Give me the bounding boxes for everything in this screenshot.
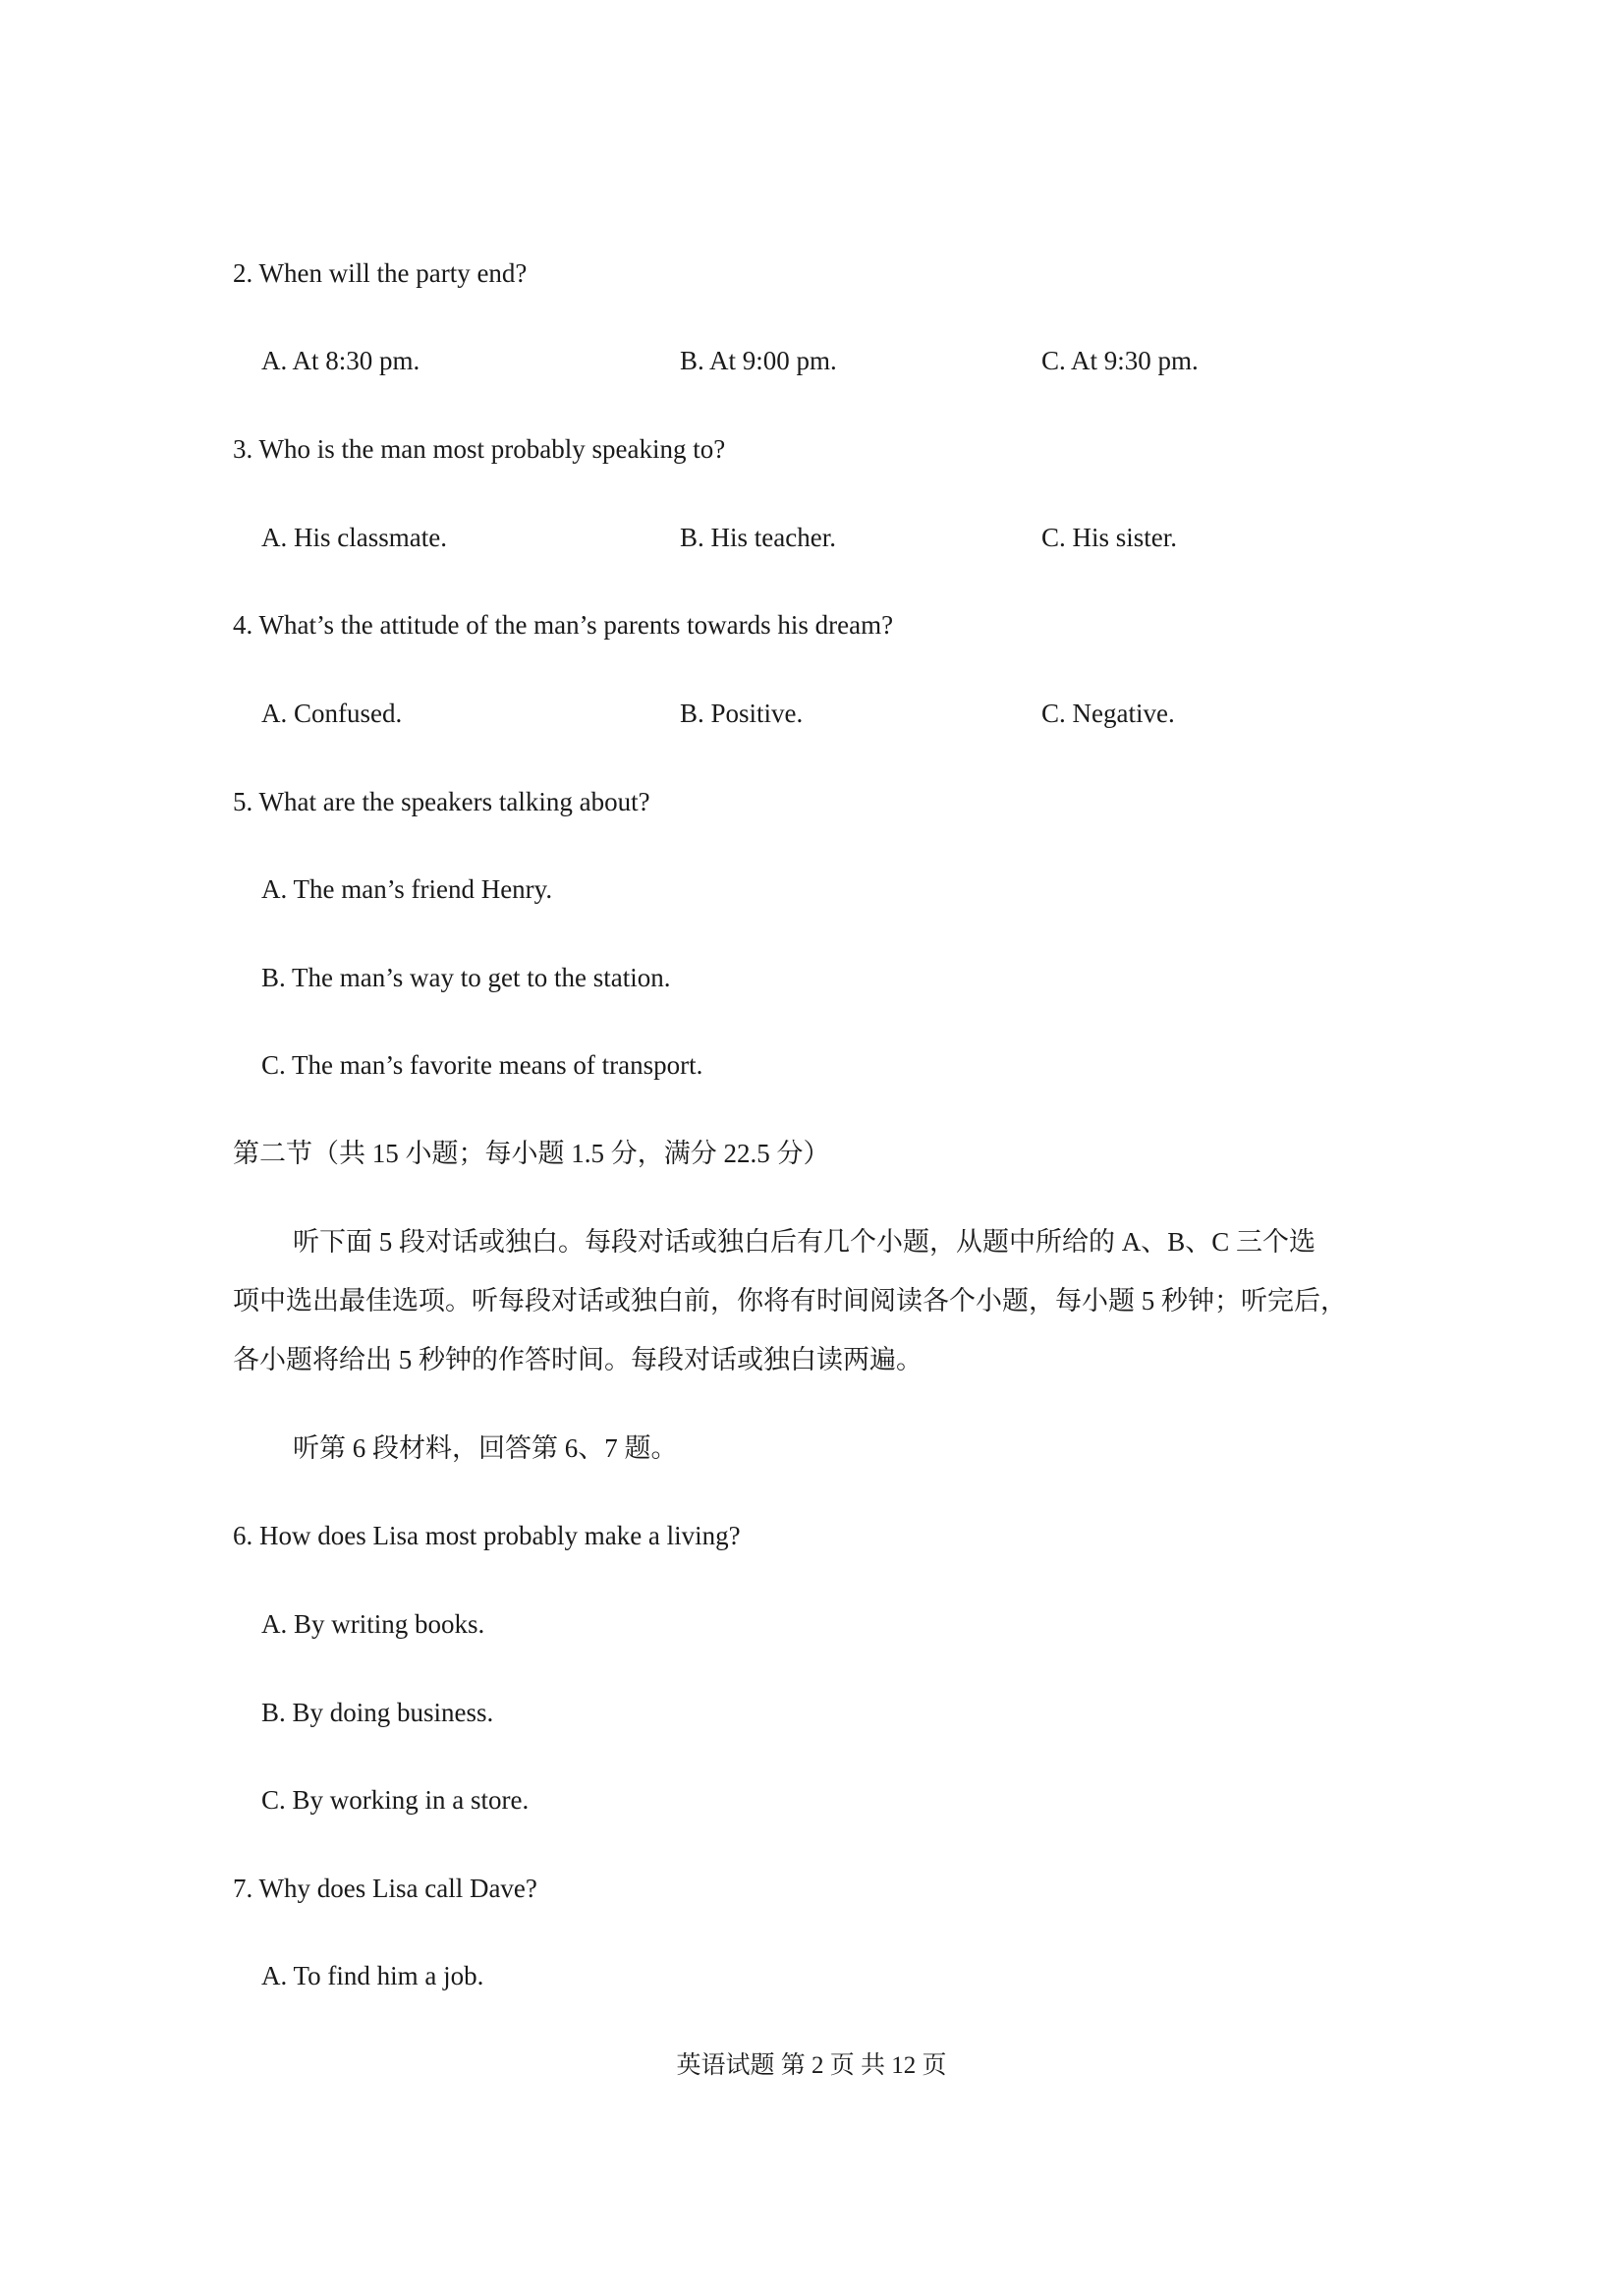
material-6-note: 听第 6 段材料，回答第 6、7 题。 xyxy=(293,1433,678,1463)
question-4-option-a: A. Confused. xyxy=(261,699,403,728)
question-6-option-b: B. By doing business. xyxy=(261,1698,494,1727)
question-4-option-b: B. Positive. xyxy=(680,699,804,728)
question-5-option-c: C. The man’s favorite means of transport. xyxy=(261,1050,703,1080)
question-5: 5. What are the speakers talking about? xyxy=(233,787,650,816)
page-footer: 英语试题 第 2 页 共 12 页 xyxy=(676,2052,947,2079)
question-3-option-b: B. His teacher. xyxy=(680,523,836,552)
question-7: 7. Why does Lisa call Dave? xyxy=(233,1874,537,1903)
question-2-option-c: C. At 9:30 pm. xyxy=(1041,346,1199,375)
question-5-option-a: A. The man’s friend Henry. xyxy=(261,874,553,904)
question-6-option-c: C. By working in a store. xyxy=(261,1785,530,1815)
question-2-option-a: A. At 8:30 pm. xyxy=(261,346,420,375)
question-4-option-c: C. Negative. xyxy=(1041,699,1175,728)
question-5-option-b: B. The man’s way to get to the station. xyxy=(261,963,671,992)
question-3-option-a: A. His classmate. xyxy=(261,523,447,552)
question-6-option-a: A. By writing books. xyxy=(261,1609,485,1639)
section-2-instruction-line-3: 各小题将给出 5 秒钟的作答时间。每段对话或独白读两遍。 xyxy=(233,1345,923,1374)
section-2-heading: 第二节（共 15 小题；每小题 1.5 分，满分 22.5 分） xyxy=(233,1139,830,1168)
section-2-instruction-line-1: 听下面 5 段对话或独白。每段对话或独白后有几个小题，从题中所给的 A、B、C 三个选 xyxy=(293,1227,1316,1257)
question-4: 4. What’s the attitude of the man’s parents towards his dream? xyxy=(233,610,894,640)
section-2-instruction-line-2: 项中选出最佳选项。听每段对话或独白前，你将有时间阅读各个小题，每小题 5 秒钟；听完后， xyxy=(233,1286,1347,1316)
question-2-option-b: B. At 9:00 pm. xyxy=(680,346,837,375)
question-3: 3. Who is the man most probably speaking to? xyxy=(233,434,726,464)
question-6: 6. How does Lisa most probably make a living? xyxy=(233,1521,741,1550)
question-3-option-c: C. His sister. xyxy=(1041,523,1178,552)
question-7-option-a: A. To find him a job. xyxy=(261,1961,484,1990)
question-2: 2. When will the party end? xyxy=(233,258,528,288)
